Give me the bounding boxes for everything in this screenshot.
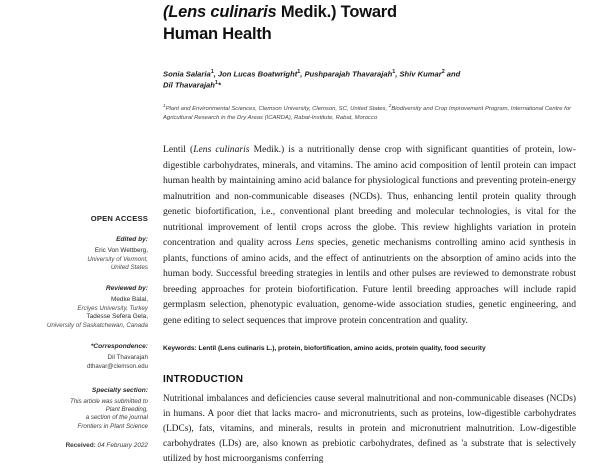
- edited-by-block: [22, 236, 148, 272]
- author-1-affiliation-marker: 1: [210, 68, 214, 75]
- article-sidebar: [22, 0, 148, 449]
- reviewer-one-affiliation: Erciyes University, Turkey: [77, 304, 148, 312]
- specialty-line-2: Plant Breeding,: [105, 406, 148, 413]
- abstract-genus-name: Lens: [295, 237, 314, 249]
- keywords-value: Lentil (Lens culinaris L.), protein, biofortification, amino acids, protein quality, food security: [198, 345, 486, 353]
- introduction-paragraph-1: Nutritional imbalances and deficiencies cause several malnutritional and non-communicable diseases (NCDs) in humans. A poor diet that lacks macro- and micronutrients, such as proteins, low-digestible carbohydrates (LDCs), fats, vitamins, and minerals, results in protein and micronutrient malnutrition. Low-digestible carbohydrates (LDs) are, also known as prebiotic carbohydrates, defined as 'a substrate that is selectively utilized by host microorganisms conferring: [163, 394, 576, 464]
- author-list: [163, 68, 576, 92]
- title-line1-italic: (Lens culinaris: [163, 3, 277, 21]
- keywords-line: [163, 344, 576, 354]
- author-2-affiliation-marker: 1: [297, 68, 301, 75]
- keywords-label: Keywords:: [163, 345, 199, 353]
- reviewed-by-block: [22, 285, 148, 330]
- correspondence-name: Dil Thavarajah: [107, 354, 148, 362]
- author-3-affiliation-marker: 1: [392, 68, 396, 75]
- affiliation-1-marker: 1: [163, 103, 166, 109]
- affiliations: [163, 103, 576, 123]
- article-main-column: [163, 0, 576, 467]
- title-line1-rest: Medik.) Toward: [276, 3, 397, 21]
- author-3: , Pushparajah Thavarajah: [300, 69, 393, 79]
- reviewer-one-name: Medke Balal,: [111, 296, 148, 304]
- author-2: , Jon Lucas Boatwright: [213, 69, 298, 79]
- author-conjunction: and: [444, 69, 461, 79]
- received-date-block: [22, 442, 148, 449]
- affiliation-1-text: Plant and Environmental Sciences, Clemson University, Clemson, SC, United States,: [165, 106, 389, 113]
- editor-affiliation-line1: University of Vermont,: [87, 255, 148, 263]
- author-5: Dil Thavarajah: [163, 80, 215, 90]
- page-title: [163, 0, 576, 46]
- author-1: Sonia Salaria: [163, 69, 211, 79]
- specialty-section-block: [22, 387, 148, 431]
- specialty-line-4: Frontiers in Plant Science: [77, 422, 148, 430]
- correspondence-block: [22, 343, 148, 371]
- editor-affiliation-line2: United States: [110, 263, 148, 271]
- correspondence-email[interactable]: dthavar@clemson.edu: [86, 362, 148, 370]
- edited-by-label: Edited by:: [116, 236, 148, 243]
- abstract-segment-3: species, genetic mechanisms controlling amino acid synthesis in plants, functions of amino acids, and the effect of antinutrients on the absorption of amino acids into the human body. Successful breeding strategies in lentils and other pulses are reviewed to demonstrate robust breeding approaches for protein biofortification. Future lentil breeding approaches will include rapid germplasm selection, phenotypic evaluation, genome-wide association studies, genetic engineering, and gene editing to select sequences that improve protein concentration and quality.: [163, 237, 576, 326]
- affiliation-2-marker: 2: [388, 103, 392, 109]
- specialty-line-3: a section of the journal: [85, 414, 148, 422]
- author-4-affiliation-marker: 2: [441, 68, 445, 75]
- abstract-text: [163, 142, 576, 328]
- specialty-label: Specialty section:: [91, 386, 148, 394]
- reviewer-two-name: Tadesse Sefera Gela,: [86, 313, 148, 321]
- editor-name: Eric Von Wettberg,: [94, 246, 148, 254]
- abstract-segment-1: Lentil (: [163, 144, 194, 156]
- author-4: , Shiv Kumar: [395, 69, 442, 79]
- author-5-affiliation-marker: 1: [214, 80, 218, 87]
- corresponding-author-asterisk: *: [217, 80, 221, 90]
- affiliation-2-text: Biodiversity and Crop Improvement Program, International Centre for Agricultural Research in the Dry Areas (ICARDA), Rabat-Institute, Rabat, Morocco: [163, 106, 572, 122]
- reviewer-two-affiliation: University of Saskatchewan, Canada: [46, 321, 148, 329]
- received-label: Received:: [65, 442, 96, 450]
- abstract-species-name: Lens culinaris: [193, 144, 250, 156]
- abstract-segment-2: Medik.) is a nutritionally dense crop with significant quantities of protein, low-digestible carbohydrates, minerals, and vitamins. The amino acid composition of lentil protein can impact human health by maintaining amino acid balance for physiological functions and preventing protein-energy malnutrition and non-communicable diseases (NCDs). Thus, enhancing lentil protein quality through genetic biofortification, i.e., conventional plant breeding and molecular technologies, is vital for the nutritional improvement of lentil crops across the globe. This review highlights variation in protein concentration and quality across: [163, 144, 576, 249]
- title-line2: Human Health: [163, 24, 272, 43]
- open-access-badge: OPEN ACCESS: [90, 214, 148, 223]
- section-heading-introduction: INTRODUCTION: [163, 374, 244, 386]
- received-value: 04 February 2022: [95, 442, 148, 450]
- correspondence-label: *Correspondence:: [90, 343, 148, 351]
- reviewed-by-label: Reviewed by:: [105, 285, 148, 293]
- specialty-line-1: This article was submitted to: [69, 397, 148, 405]
